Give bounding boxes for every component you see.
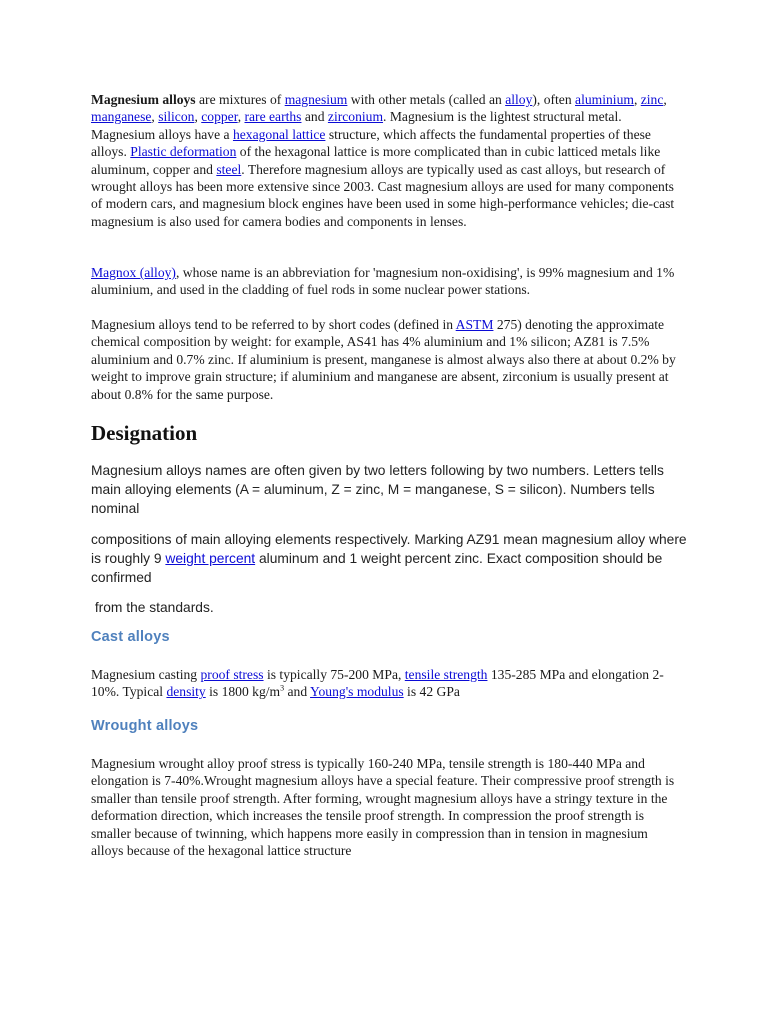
link-steel[interactable]: steel [216, 161, 242, 177]
link-magnesium[interactable]: magnesium [284, 92, 348, 107]
text-run: , [633, 92, 641, 107]
link-rare-earths[interactable]: rare earths [244, 109, 302, 125]
text-run: Magnesium alloys tend to be referred to by short codes (defined in [91, 317, 456, 332]
text-run: ), often [532, 92, 576, 107]
text-run: and [301, 109, 328, 125]
link-zirconium[interactable]: zirconium [327, 109, 384, 125]
wrought-alloys-heading: Wrought alloys [91, 718, 199, 734]
link-weight-percent[interactable]: weight percent [165, 551, 256, 567]
intro-paragraph [91, 91, 681, 230]
designation-paragraph-1: Magnesium alloys names are often given by two letters following by two numbers. Letters tells main alloying elements (A = aluminum, Z = zinc, M = manganese, S = silicon). Numbers tells nominal [91, 463, 664, 517]
text-run: with other metals (called an [347, 92, 506, 107]
text-run: . Therefore magnesium alloys are typically used as cast alloys, but research of wrought alloys has been more extensive since 2003. Cast magnesium alloys are used for many components of modern cars, and magnesium block engines have been used in some high-performance vehicles; die-cast magnesium is also used for camera bodies and components in lenses. [91, 161, 675, 229]
link-youngs-modulus[interactable]: Young's modulus [310, 684, 404, 700]
text-run: is typically 75-200 MPa, [263, 667, 405, 682]
link-magnox-alloy[interactable]: Magnox (alloy) [91, 265, 176, 280]
text-run: compositions of main alloying elements respectively. Marking AZ91 mean magnesium alloy where is roughly 9 [91, 532, 687, 567]
text-run: 275) denoting the approximate chemical composition by weight: for example, AS41 has 4% aluminium and 1% silicon; AZ81 is 7.5% aluminium and 0.7% zinc. If aluminium is present, manganese is almost always also there at about 0.2% by weight to improve grain structure; if aluminium and manganese are absent, zirconium is usually present at about 0.8% for the same purpose. [91, 317, 676, 402]
superscript-3: 3 [280, 683, 285, 693]
codes-paragraph [91, 316, 681, 403]
text-run: , [194, 109, 202, 125]
link-astm[interactable]: ASTM [455, 317, 494, 332]
cast-alloys-heading: Cast alloys [91, 629, 170, 645]
link-silicon[interactable]: silicon [158, 109, 195, 125]
text-run: , [237, 109, 245, 125]
designation-heading: Designation [91, 421, 198, 445]
designation-paragraph-2 [91, 530, 691, 588]
link-tensile-strength[interactable]: tensile strength [404, 667, 488, 682]
link-aluminium[interactable]: aluminium [575, 92, 634, 107]
text-run: Magnesium casting [91, 667, 201, 682]
text-run: , whose name is an abbreviation for 'magnesium non-oxidising', is 99% magnesium and 1% aluminium, and used in the cladding of fuel rods in some nuclear power stations. [91, 265, 675, 298]
link-alloy[interactable]: alloy [505, 92, 533, 107]
text-run: is 42 GPa [403, 684, 460, 700]
link-hexagonal-lattice[interactable]: hexagonal lattice [232, 126, 326, 142]
text-run: structure, which affects the fundamental properties of these alloys. [91, 126, 651, 160]
text-run: 135-285 MPa and elongation 2-10%. Typical [91, 667, 664, 700]
link-manganese[interactable]: manganese [91, 109, 152, 125]
text-run: , [151, 109, 159, 125]
text-run: aluminum and 1 weight percent zinc. Exact composition should be confirmed [91, 551, 663, 586]
link-density[interactable]: density [166, 684, 206, 700]
link-proof-stress[interactable]: proof stress [200, 667, 264, 682]
text-run: of the hexagonal lattice is more complicated than in cubic latticed metals like aluminum, copper and [91, 144, 661, 177]
intro-bold-term: Magnesium alloys [91, 92, 196, 107]
text-run: . Magnesium is the lightest structural metal. Magnesium alloys have a [91, 109, 622, 142]
link-plastic-deformation[interactable]: Plastic deformation [130, 144, 237, 160]
cast-alloys-paragraph [91, 666, 681, 701]
link-copper[interactable]: copper [201, 109, 238, 125]
text-run: and [284, 684, 311, 700]
magnox-paragraph [91, 264, 681, 299]
wrought-alloys-paragraph: Magnesium wrought alloy proof stress is typically 160-240 MPa, tensile strength is 180-440 MPa and elongation is 7-40%.Wrought magnesium alloys have a special feature. Their compressive proof strength is smaller than tensile proof strength. After forming, wrought magnesium alloys have a stringy texture in the deformation direction, which increases the tensile proof strength. In compression the proof strength is smaller because of twinning, which happens more easily in compression than in tension in magnesium alloys because of the hexagonal lattice structure [91, 756, 675, 859]
text-run: is 1800 kg/m [205, 684, 281, 700]
text-run: are mixtures of [195, 92, 285, 107]
text-run: , [663, 92, 667, 107]
designation-paragraph-3: from the standards. [91, 600, 214, 615]
link-zinc[interactable]: zinc [640, 92, 664, 107]
